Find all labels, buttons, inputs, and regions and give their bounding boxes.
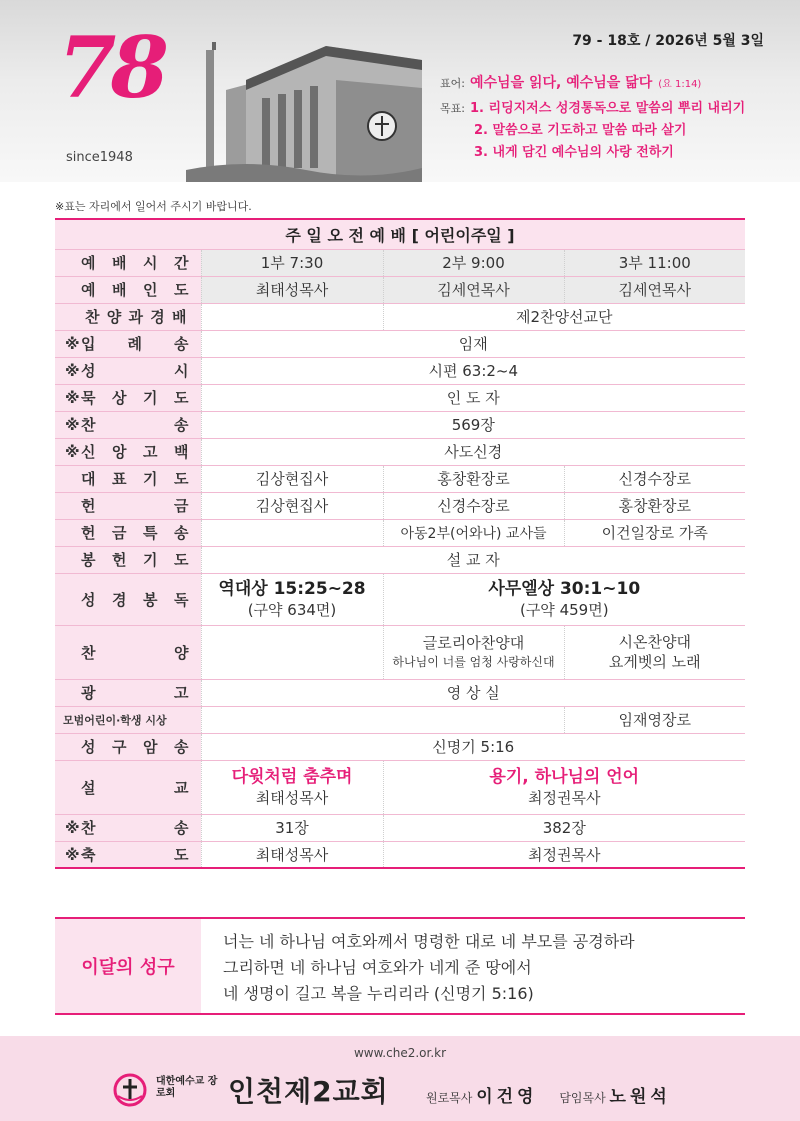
choir-3-song: 요게벳의 노래	[608, 653, 701, 671]
offering-prayer-value: 설 교 자	[201, 546, 745, 573]
prelude-value: 임재	[201, 330, 745, 357]
emeritus-name: 이건영	[476, 1087, 538, 1107]
scripture-2-page: (구약 459면)	[519, 601, 609, 619]
row-label: 헌 금	[55, 492, 201, 519]
table-row	[55, 465, 745, 492]
theme-label: 표어:	[440, 77, 465, 90]
since-label: since1948	[66, 150, 133, 165]
empty-cell	[201, 519, 383, 546]
scripture-2-ref: 사무엘상 30:1~10	[488, 579, 641, 599]
memorize-value: 신명기 5:16	[201, 733, 745, 760]
anniversary-logo: 78	[58, 18, 163, 117]
announcements-value: 영 상 실	[201, 679, 745, 706]
row-label: 예 배 시 간	[55, 249, 201, 276]
row-label: 모범어린이·학생 시상	[55, 706, 201, 733]
offering-special-2: 아동2부(어와나) 교사들	[383, 519, 564, 546]
table-row	[55, 492, 745, 519]
table-row	[55, 438, 745, 465]
row-label: 광 고	[55, 679, 201, 706]
table-row	[55, 357, 745, 384]
theme-block	[440, 72, 745, 163]
monthly-verse-text	[201, 919, 635, 1013]
row-label: 성 경 봉 독	[55, 573, 201, 625]
sermon-2	[383, 760, 745, 814]
row-label: 헌 금 특 송	[55, 519, 201, 546]
leader-2: 김세연목사	[383, 276, 564, 303]
praise-team: 제2찬양선교단	[383, 303, 745, 330]
denomination-label: 대한예수교 장로회	[156, 1076, 218, 1099]
sermon-1	[201, 760, 383, 814]
row-label: ※축 도	[55, 841, 201, 868]
table-row	[55, 573, 745, 625]
scripture-2	[383, 573, 745, 625]
row-label: ※찬 송	[55, 814, 201, 841]
benediction-1: 최태성목사	[201, 841, 383, 868]
row-label: 대 표 기 도	[55, 465, 201, 492]
choir-2-name: 글로리아찬양대	[422, 634, 525, 652]
row-label: 찬 양 과 경 배	[55, 303, 201, 330]
prayer-3: 신경수장로	[564, 465, 745, 492]
church-logo-icon	[112, 1072, 148, 1108]
offering-1: 김상현집사	[201, 492, 383, 519]
choir-3	[564, 625, 745, 679]
table-row	[55, 411, 745, 438]
closing-hymn-1: 31장	[201, 814, 383, 841]
row-label: 설 교	[55, 760, 201, 814]
table-row	[55, 679, 745, 706]
table-row	[55, 303, 745, 330]
scripture-1-ref: 역대상 15:25~28	[218, 579, 366, 599]
empty-cell	[201, 706, 564, 733]
offering-special-3: 이건일장로 가족	[564, 519, 745, 546]
row-label: 예 배 인 도	[55, 276, 201, 303]
table-row	[55, 249, 745, 276]
monthly-verse-box	[55, 917, 745, 1015]
row-label: ※신 앙 고 백	[55, 438, 201, 465]
creed-value: 사도신경	[201, 438, 745, 465]
award-presenter: 임재영장로	[564, 706, 745, 733]
table-row	[55, 760, 745, 814]
verse-line: 네 생명이 길고 복을 누리리라 (신명기 5:16)	[223, 984, 534, 1003]
goal-item: 3. 내게 담긴 예수님의 사랑 전하기	[474, 145, 674, 160]
prayer-2: 홍창환장로	[383, 465, 564, 492]
sermon-2-title: 용기, 하나님의 언어	[489, 767, 640, 787]
psalm-value: 시편 63:2~4	[201, 357, 745, 384]
closing-hymn-2: 382장	[383, 814, 745, 841]
service-time-3: 3부 11:00	[564, 249, 745, 276]
worship-order-table	[55, 218, 745, 869]
offering-2: 신경수장로	[383, 492, 564, 519]
row-label: ※찬 송	[55, 411, 201, 438]
table-title-row	[55, 219, 745, 249]
offering-3: 홍창환장로	[564, 492, 745, 519]
table-row	[55, 546, 745, 573]
table-row	[55, 841, 745, 868]
table-row	[55, 519, 745, 546]
verse-line: 그리하면 네 하나님 여호와가 네게 준 땅에서	[223, 958, 532, 977]
table-row	[55, 384, 745, 411]
hymn-value: 569장	[201, 411, 745, 438]
pastors	[426, 1082, 671, 1107]
choir-2	[383, 625, 564, 679]
table-row	[55, 706, 745, 733]
goal-item: 2. 말씀으로 기도하고 말씀 따라 살기	[474, 123, 687, 138]
emeritus-label: 원로목사	[426, 1091, 473, 1105]
row-label: ※묵 상 기 도	[55, 384, 201, 411]
row-label: ※성 시	[55, 357, 201, 384]
leader-3: 김세연목사	[564, 276, 745, 303]
empty-cell	[201, 625, 383, 679]
row-label: ※입 례 송	[55, 330, 201, 357]
goal-label: 목표:	[440, 102, 465, 115]
choir-3-name: 시온찬양대	[618, 633, 691, 651]
row-label: 찬 양	[55, 625, 201, 679]
goal-item: 1. 리딩지저스 성경통독으로 말씀의 뿌리 내리기	[470, 101, 746, 116]
theme-text: 예수님을 읽다, 예수님을 닮다	[470, 75, 653, 91]
choir-2-song: 하나님이 너를 엄청 사랑하신대	[392, 655, 555, 669]
senior-name: 노원석	[609, 1087, 671, 1107]
bulletin-header	[0, 0, 800, 182]
benediction-2: 최정권목사	[383, 841, 745, 868]
monthly-verse-label: 이달의 성구	[55, 919, 201, 1013]
bulletin-footer	[0, 1036, 800, 1121]
senior-label: 담임목사	[559, 1091, 606, 1105]
service-time-2: 2부 9:00	[383, 249, 564, 276]
scripture-1	[201, 573, 383, 625]
website-link[interactable]: www.che2.or.kr	[353, 1046, 447, 1060]
row-label: 성 구 암 송	[55, 733, 201, 760]
table-row	[55, 625, 745, 679]
church-building-illustration	[186, 20, 422, 182]
table-row	[55, 814, 745, 841]
church-name: 인천제2교회	[228, 1075, 389, 1108]
sermon-1-title: 다윗처럼 춤추며	[231, 767, 353, 787]
issue-date: 79 - 18호 / 2026년 5월 3일	[572, 33, 764, 49]
verse-line: 너는 네 하나님 여호와께서 명령한 대로 네 부모를 공경하라	[223, 932, 635, 951]
service-title: 주 일 오 전 예 배 [ 어린이주일 ]	[55, 219, 745, 249]
table-row	[55, 733, 745, 760]
row-label: 봉 헌 기 도	[55, 546, 201, 573]
theme-reference: (요 1:14)	[658, 79, 702, 90]
empty-cell	[201, 303, 383, 330]
standing-notice: ※표는 자리에서 일어서 주시기 바랍니다.	[55, 200, 252, 213]
silent-prayer-value: 인 도 자	[201, 384, 745, 411]
leader-1: 최태성목사	[201, 276, 383, 303]
scripture-1-page: (구약 634면)	[247, 601, 337, 619]
sermon-1-preacher: 최태성목사	[255, 789, 329, 807]
table-row	[55, 330, 745, 357]
sermon-2-preacher: 최정권목사	[528, 789, 601, 807]
table-row	[55, 276, 745, 303]
prayer-1: 김상현집사	[201, 465, 383, 492]
service-time-1: 1부 7:30	[201, 249, 383, 276]
